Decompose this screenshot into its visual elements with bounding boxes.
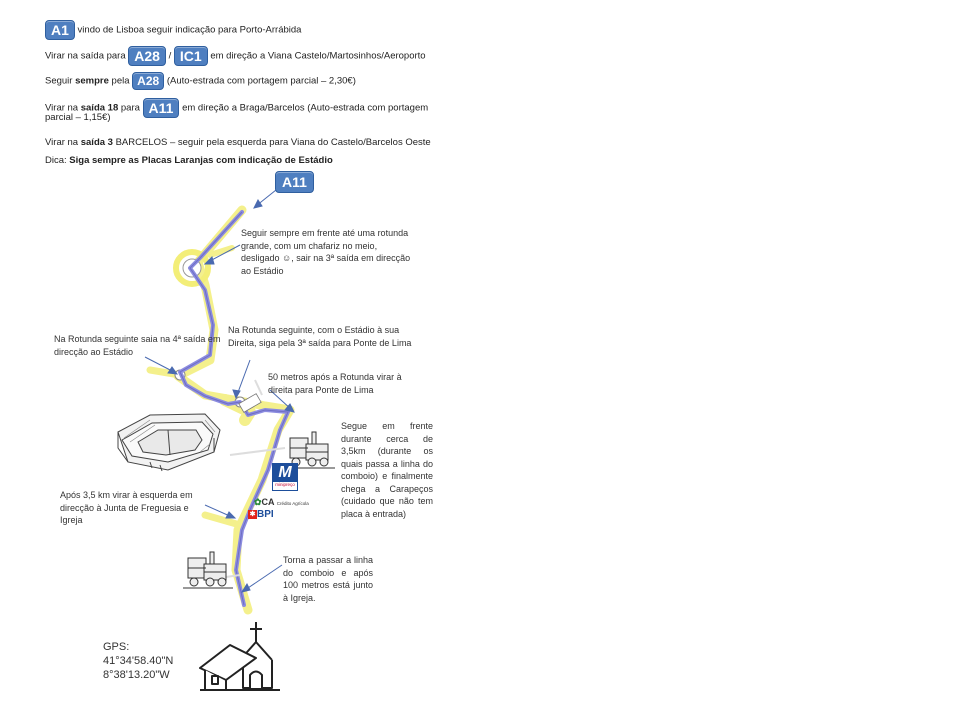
gps-latitude: 41°34'58.40"N <box>103 655 174 667</box>
note-turn-right: 50 metros após a Rotunda virar à direita para Ponte de Lima <box>268 372 402 395</box>
note-go-straight: Segue em frente durante cerca de 3,5km (durante os quais passa a linha do comboio) e finalmente chega a Carapeços (cuidado que não tem placa à entrada) <box>341 421 433 519</box>
direction-line-4-cont: parcial – 1,15€) <box>45 112 111 123</box>
direction-line-1: A1 vindo de Lisboa seguir indicação para Porto-Arrábida <box>45 20 301 40</box>
bpi-logo: ✱ BPI <box>249 509 274 520</box>
gps-label: GPS: <box>103 641 130 653</box>
train-icon-2 <box>183 552 233 588</box>
direction-line-4: Virar na saída 18 para A11 em direção a Braga/Barcelos (Auto-estrada com portagem <box>45 100 429 116</box>
direction-line-5: Virar na saída 3 BARCELOS – seguir pela esquerda para Viana do Castelo/Barcelos Oeste <box>45 137 431 148</box>
direction-line-3: Seguir sempre pela A28 (Auto-estrada com portagem parcial – 2,30€) <box>45 74 356 88</box>
note-turn-left: Após 3,5 km virar à esquerda em direcção à Junta de Freguesia e Igreja <box>60 490 193 525</box>
direction-line-2: Virar na saída para A28 / IC1 em direção a Viana Castelo/Martosinhos/Aeroporto <box>45 48 426 64</box>
stadium-icon <box>118 414 220 471</box>
minipreco-logo: M minipreço <box>272 463 298 491</box>
badge-ic1: IC1 <box>174 46 208 66</box>
note-church: Torna a passar a linha do comboio e após 100 metros está junto à Igreja. <box>283 555 373 603</box>
note-stadium-roundabout: Na Rotunda seguinte, com o Estádio à sua Direita, siga pela 3ª saída para Ponte de Lima <box>228 325 412 348</box>
gps-longitude: 8°38'13.20"W <box>103 669 170 681</box>
note-second-roundabout: Na Rotunda seguinte saia na 4ª saída em direcção ao Estádio <box>54 334 221 357</box>
credito-agricola-logo: ✿CA Crédito Agrícola <box>254 497 309 507</box>
gps-coordinates <box>103 640 173 682</box>
badge-a1: A1 <box>45 20 75 40</box>
church-icon <box>200 622 280 690</box>
note-roundabout-fountain: Seguir sempre em frente até uma rotunda grande, com um chafariz no meio, desligado ☺, sair na 3ª saída em direcção ao Estádio <box>241 228 411 276</box>
start-badge-a11: A11 <box>275 171 314 193</box>
badge-a11: A11 <box>143 98 180 118</box>
start-badge-wrap <box>275 171 314 193</box>
tip-line: Dica: Siga sempre as Placas Laranjas com indicação de Estádio <box>45 155 333 166</box>
badge-a28-2: A28 <box>132 72 164 90</box>
badge-a28: A28 <box>128 46 166 66</box>
